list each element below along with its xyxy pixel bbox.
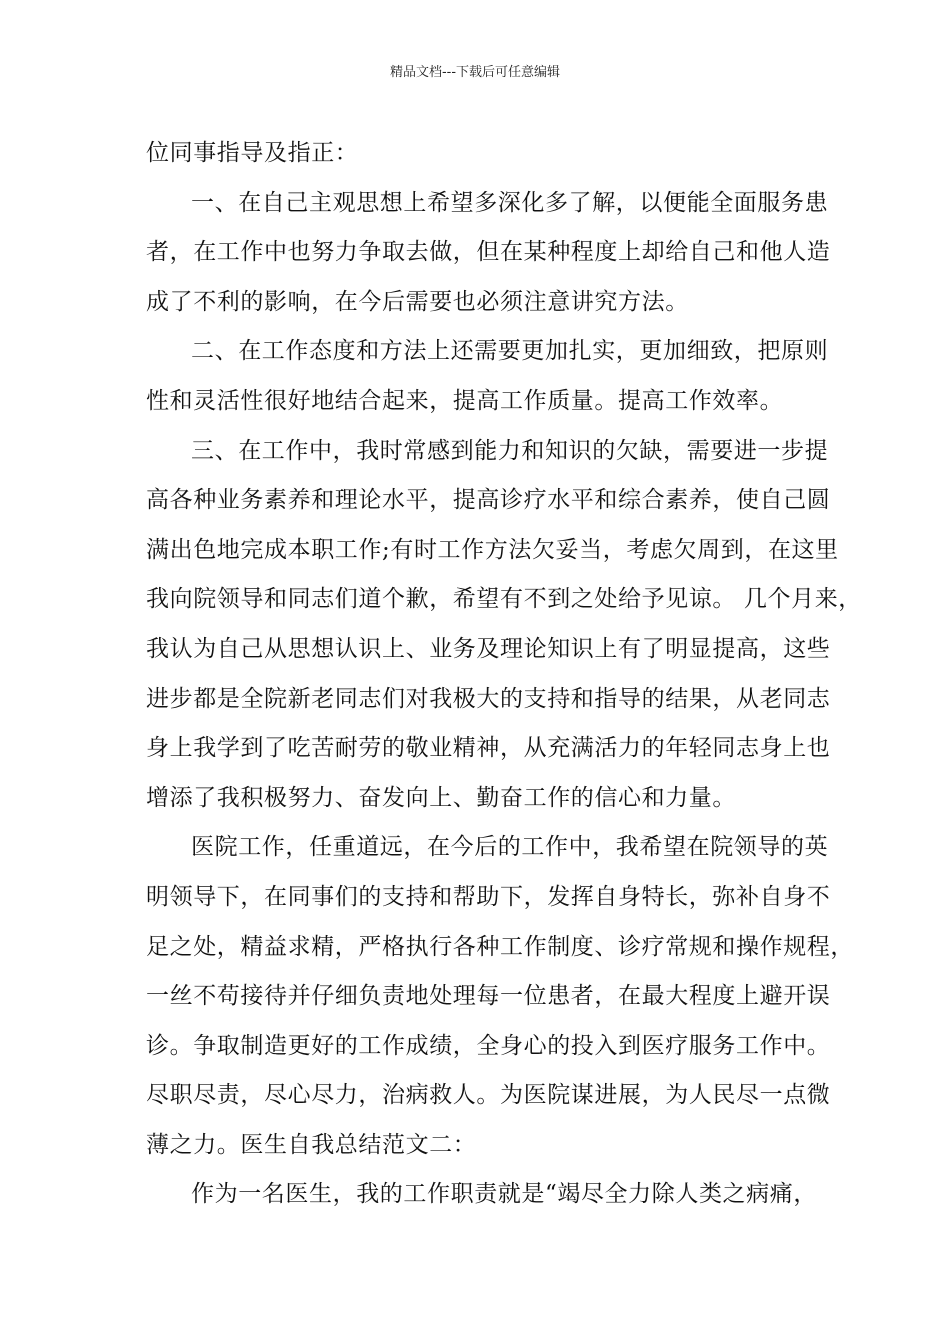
text-line: 满出色地完成本职工作;有时工作方法欠妥当，考虑欠周到，在这里 xyxy=(146,536,839,563)
text-line: 高各种业务素养和理论水平，提高诊疗水平和综合素养，使自己圆 xyxy=(146,487,831,514)
text-line: 身上我学到了吃苦耐劳的敬业精神，从充满活力的年轻同志身上也 xyxy=(146,735,831,762)
text-line: 足之处，精益求精，严格执行各种工作制度、诊疗常规和操作规程， xyxy=(146,933,854,960)
text-line: 尽职尽责，尽心尽力，治病救人。为医院谋进展，为人民尽一点微 xyxy=(146,1082,831,1109)
text-line: 三、在工作中，我时常感到能力和知识的欠缺，需要进一步提 xyxy=(191,437,829,464)
text-line: 我认为自己从思想认识上、业务及理论知识上有了明显提高，这些 xyxy=(146,635,831,662)
document-body xyxy=(146,129,862,1220)
paragraph xyxy=(146,129,828,179)
text-line: 增添了我积极努力、奋发向上、勤奋工作的信心和力量。 xyxy=(146,784,736,811)
text-line: 薄之力。医生自我总结范文二： xyxy=(146,1131,477,1158)
text-line: 诊。争取制造更好的工作成绩，全身心的投入到医疗服务工作中。 xyxy=(146,1032,831,1059)
paragraph xyxy=(146,823,854,1170)
paragraph xyxy=(146,327,828,426)
page-header: 精品文档---下载后可任意编辑 xyxy=(389,65,561,80)
text-line: 成了不利的影响，在今后需要也必须注意讲究方法。 xyxy=(146,288,689,315)
text-line: 医院工作，任重道远，在今后的工作中，我希望在院领导的英 xyxy=(191,834,829,861)
text-line: 明领导下，在同事们的支持和帮助下，发挥自身特长，弥补自身不 xyxy=(146,883,831,910)
text-line: 作为一名医生，我的工作职责就是“竭尽全力除人类之病痛， xyxy=(191,1181,817,1208)
text-line: 二、在工作态度和方法上还需要更加扎实，更加细致，把原则 xyxy=(191,338,829,365)
text-line: 我向院领导和同志们道个歉，希望有不到之处给予见谅。 几个月来， xyxy=(146,586,862,613)
text-line: 一丝不苟接待并仔细负责地处理每一位患者，在最大程度上避开误 xyxy=(146,983,831,1010)
text-line: 者，在工作中也努力争取去做，但在某种程度上却给自己和他人造 xyxy=(146,239,831,266)
text-line: 一、在自己主观思想上希望多深化多了解，以便能全面服务患 xyxy=(191,189,829,216)
paragraph xyxy=(146,179,831,328)
text-line: 位同事指导及指正： xyxy=(146,140,359,166)
text-line: 性和灵活性很好地结合起来，提高工作质量。提高工作效率。 xyxy=(146,387,784,414)
paragraph xyxy=(146,427,862,824)
paragraph xyxy=(146,1170,828,1220)
text-line: 进步都是全院新老同志们对我极大的支持和指导的结果，从老同志 xyxy=(146,685,831,712)
